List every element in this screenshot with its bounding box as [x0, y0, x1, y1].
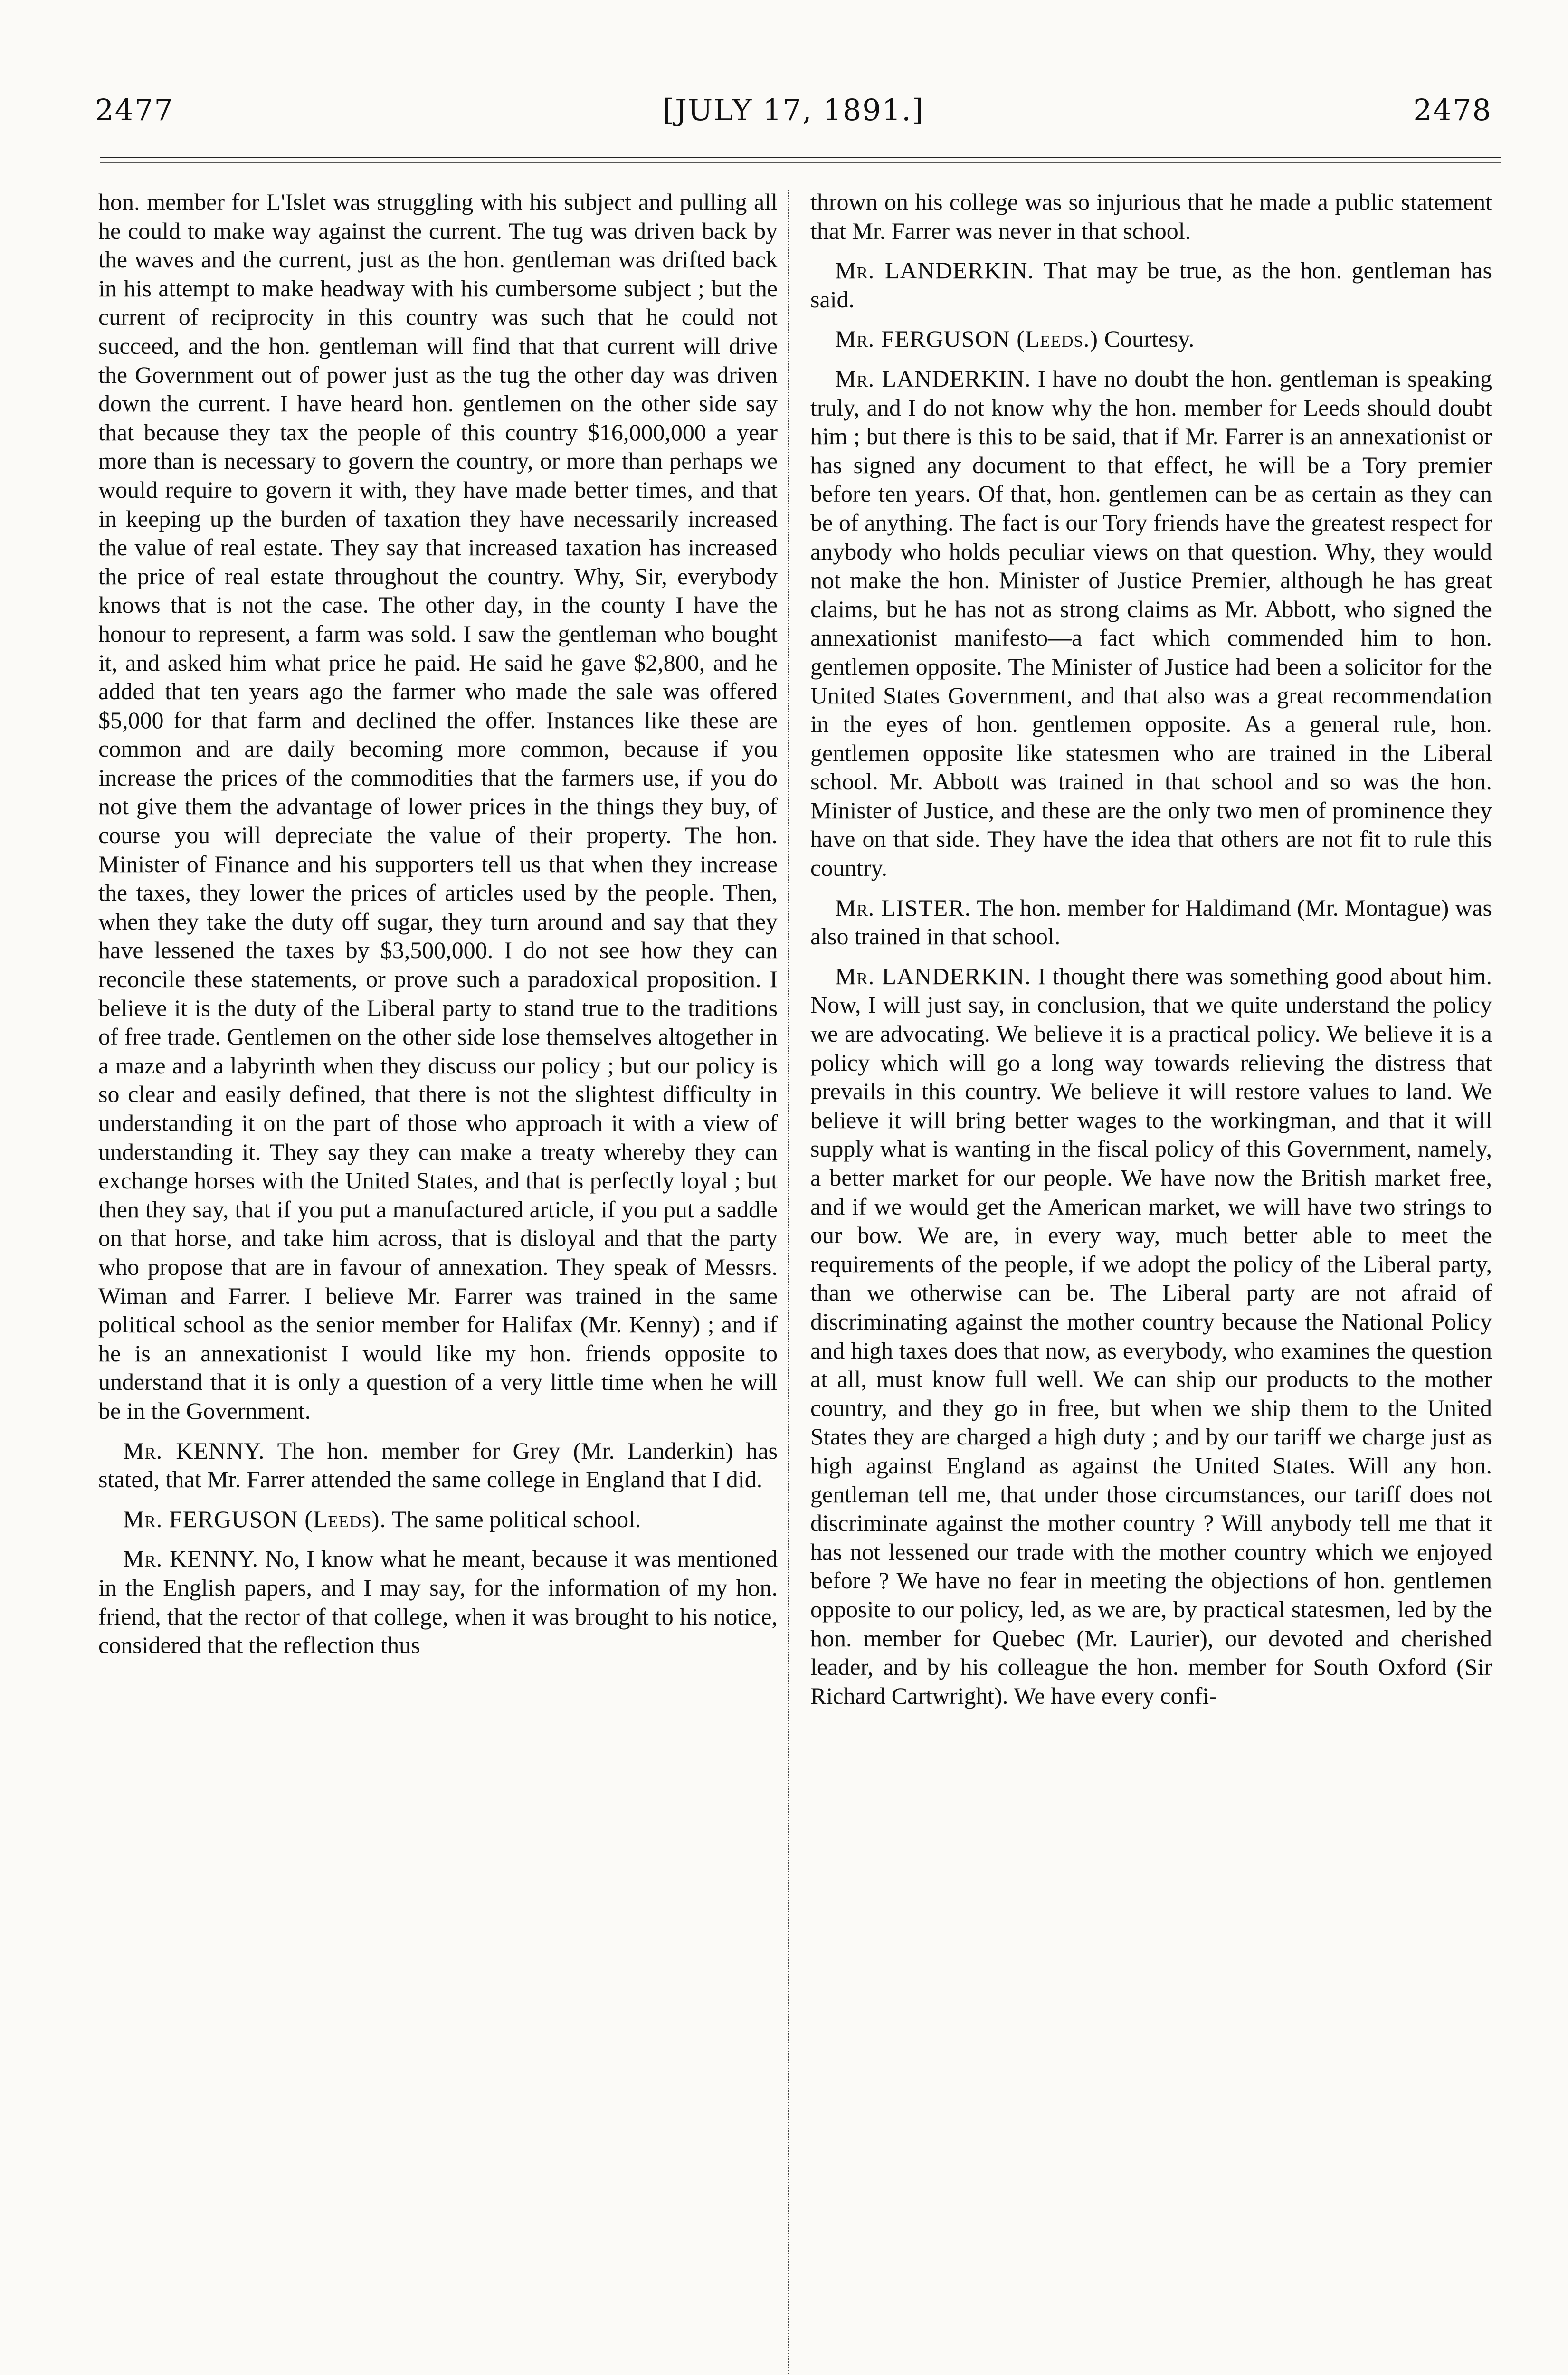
paragraph [810, 962, 1492, 1710]
paragraph-text: The same political school. [391, 1505, 641, 1532]
paragraph-text: I thought there was something good about him. Now, I will just say, in conclusion, that we quite understand the policy we are advocating. We believe it is a practical policy. We believe it is a policy which will go a long way towards relieving the distress that prevails in this country. We believe it will restore values to land. We believe it will bring better wages to the workingman, and that it will supply what is wanting in the fiscal policy of this Government, namely, a better market for our people. We have now the British market free, and if we would get the American market, we will have two strings to our bow. We are, in every way, much better able to meet the requirements of the people, if we adopt the policy of the Liberal party, than we otherwise can be. The Liberal party are not afraid of discriminating against the mother country because the National Policy and high taxes does that now, as everybody, who examines the question at all, must know full well. We can ship our products to the mother country, and they go in free, but when we ship them to the United States they are charged a high duty ; and by our tariff we charge just as high against England as against the United States. Will any hon. gentleman tell me, that under those circumstances, our tariff does not discriminate against the mother country ? Will anybody tell me that it has not lessened our trade with the mother country which we enjoyed before ? We have no fear in meeting the objections of hon. gentlemen opposite to our policy, led, as we are, by practical statesmen, led by the hon. member for Quebec (Mr. Laurier), our devoted and cherished leader, and by his colleague the hon. member for South Oxford (Sir Richard Cartwright). We have every confi- [810, 962, 1492, 1709]
paragraph-text: No, I know what he meant, because it was mentioned in the English papers, and I may say, for the information of my hon. friend, that the rector of that college, when it was brought to his notice, considered that the reflection thus [98, 1545, 778, 1659]
speaker-name: Mr. LANDERKIN. [835, 365, 1031, 392]
speaker-name: Mr. KENNY. [123, 1545, 259, 1572]
paragraph [98, 1436, 778, 1494]
paragraph [810, 256, 1492, 314]
speaker-name: Mr. FERGUSON (Leeds). [123, 1505, 387, 1532]
paragraph-text: hon. member for L'Islet was struggling with his subject and pulling all he could to make way against the current. The tug was driven back by the waves and the current, just as the hon. gentleman was drifted back in his attempt to make headway with his cumbersome subject ; but the current of reciprocity in this country was such that he could not succeed, and the hon. gentleman will find that that current will drive the Government out of power just as the tug the other day was driven down the current. I have heard hon. gentlemen on the other side say that because they tax the people of this country $16,000,000 a year more than is necessary to govern the country, or more than perhaps we would require to govern it with, they have made better times, and that in keeping up the burden of taxation they have necessarily increased the value of real estate. They say that increased taxation has increased the price of real estate throughout the country. Why, Sir, everybody knows that is not the case. The other day, in the county I have the honour to represent, a farm was sold. I saw the gentleman who bought it, and asked him what price he paid. He said he gave $2,800, and he added that ten years ago the farmer who made the sale was offered $5,000 for that farm and declined the offer. Instances like these are common and are daily becoming more common, because if you increase the prices of the commodities that the farmers use, if you do not give them the advantage of lower prices in the things they buy, of course you will depreciate the value of their property. The hon. Minister of Finance and his supporters tell us that when they increase the taxes, they lower the prices of articles used by the people. Then, when they take the duty off sugar, they turn around and say that they have lessened the taxes by $3,500,000. I do not see how they can reconcile these statements, or prove such a paradoxical proposition. I believe it is the duty of the Liberal party to stand true to the traditions of free trade. Gentlemen on the other side lose themselves altogether in a maze and a labyrinth when they discuss our policy ; but our policy is so clear and easily defined, that there is not the slightest difficulty in understanding it on the part of those who approach it with a view of understanding it. They say they can make a treaty whereby they can exchange horses with the United States, and that is perfectly loyal ; but then they say, that if you put a manufactured article, if you put a saddle on that horse, and take him across, that is disloyal and that the party who propose that are in favour of annexation. They speak of Messrs. Wiman and Farrer. I believe Mr. Farrer was trained in the same political school as the senior member for Halifax (Mr. Kenny) ; and if he is an annexationist I would like my hon. friends opposite to understand that it is only a question of a very little time when he will be in the Government. [98, 189, 778, 1424]
page-header [95, 93, 1492, 135]
speaker-name: Mr. LANDERKIN. [835, 962, 1031, 989]
speaker-name: Mr. LISTER. [835, 894, 971, 921]
speaker-name: Mr. FERGUSON (Leeds.) [835, 325, 1099, 352]
column-divider [788, 190, 789, 2375]
paragraph-text: thrown on his college was so injurious that he made a public statement that Mr. Farrer was never in that school. [810, 189, 1492, 244]
paragraph-text: That may be true, as the hon. gentleman has said. [810, 257, 1492, 313]
paragraph-text: The hon. member for Grey (Mr. Landerkin) has stated, that Mr. Farrer attended the same college in England that I did. [98, 1437, 778, 1493]
speaker-name: Mr. LANDERKIN. [835, 257, 1034, 284]
paragraph [810, 188, 1492, 245]
page-number-left: 2477 [95, 93, 174, 127]
paragraph-text: I have no doubt the hon. gentleman is speaking truly, and I do not know why the hon. member for Leeds should doubt him ; but there is this to be said, that if Mr. Farrer is an annexationist or has signed any document to that effect, he will be a Tory premier before ten years. Of that, hon. gentlemen can be as certain as they can be of anything. The fact is our Tory friends have the greatest respect for anybody who holds peculiar views on that question. Why, they would not make the hon. Minister of Justice Premier, although he has great claims, but he has not as strong claims as Mr. Abbott, who signed the annexationist manifesto—a fact which commended him to hon. gentlemen opposite. The Minister of Justice had been a solicitor for the United States Government, and that also was a great recommendation in the eyes of hon. gentlemen opposite. As a general rule, hon. gentlemen opposite like statesmen who are trained in the Liberal school. Mr. Abbott was trained in that school and so was the hon. Minister of Justice, and these are the only two men of prominence they have on that side. They have the idea that others are not fit to rule this country. [810, 365, 1492, 882]
paragraph [98, 188, 778, 1425]
paragraph-text: The hon. member for Haldimand (Mr. Montague) was also trained in that school. [810, 894, 1492, 950]
page-number-right: 2478 [1413, 93, 1492, 127]
paragraph-text: Courtesy. [1104, 325, 1195, 352]
paragraph [810, 364, 1492, 883]
paragraph [98, 1544, 778, 1659]
speaker-name: Mr. KENNY. [123, 1437, 265, 1464]
paragraph [810, 893, 1492, 951]
paragraph [98, 1505, 778, 1534]
right-column [810, 188, 1492, 1721]
paragraph [810, 324, 1492, 353]
left-column [98, 188, 778, 1671]
header-rule [100, 157, 1501, 163]
page-date: [JULY 17, 1891.] [662, 93, 925, 127]
